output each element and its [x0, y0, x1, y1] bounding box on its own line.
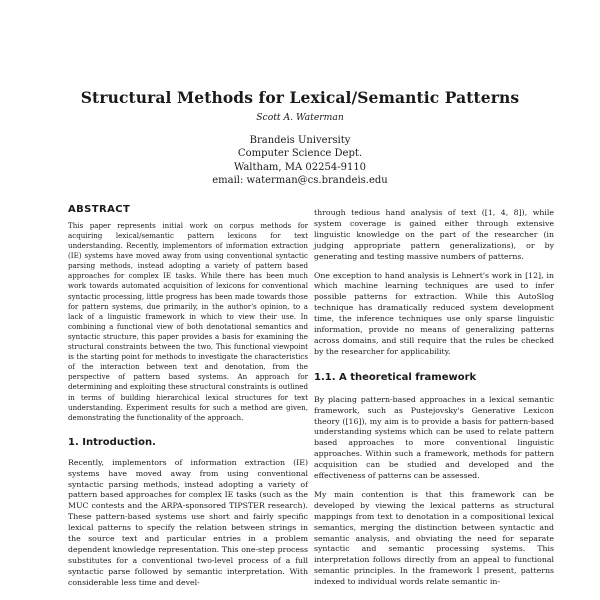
- abstract-body: [68, 221, 308, 423]
- affiliation-email: email: waterman@cs.brandeis.edu: [212, 174, 388, 186]
- left-column: [68, 205, 308, 589]
- abstract-heading: ABSTRACT: [68, 204, 131, 215]
- affiliation-university: Brandeis University: [249, 135, 351, 146]
- intro-text: Recently, implementors of information extraction (IE) systems have moved away from using conventional syntactic parsing methods, instead adopting a variety of pattern based approaches for complex IE tasks (such as the MUC contests and the ARPA-sponsored TIPSTER research). These pattern-based systems use short and fairly specific lexical patterns to specify the relation between strings in the source text and particular entries in a problem dependent knowledge representation. This one-step process substitutes for a conventional two-level process of a full syntactic parse followed by semantic interpretation. With considerable less time and devel-: [68, 457, 308, 587]
- right-paragraph-1: through tedious hand analysis of text ([1, 4, 8]), while system coverage is gained either through extensive linguistic knowledge on the part of the researcher (in judging appropriate pattern generalizations), or by generating and testing massive numbers of patterns.: [314, 208, 554, 261]
- affiliation-department: Computer Science Dept.: [237, 148, 363, 160]
- affiliation-address: Waltham, MA 02254-9110: [233, 161, 367, 173]
- right-paragraph-4: My main contention is that this framework can be developed by viewing the lexical patterns as structural mappings from text to denotation in a compositional lexical semantics, merging the distinction between syntactic and semantic analysis, and obviating the need for separate syntactic and semantic processing systems. This interpretation follows directly from an appeal to functional semantic principles. In the framework I present, patterns indexed to individual words relate semantic in-: [314, 489, 554, 587]
- right-column: [314, 208, 554, 588]
- author-name: Scott A. Waterman: [256, 112, 344, 123]
- affiliation-block: [0, 134, 600, 187]
- paper-title: Structural Methods for Lexical/Semantic Patterns: [80, 88, 520, 107]
- right-paragraph-3: By placing pattern-based approaches in a lexical semantic framework, such as Pustejovsky's Generative Lexicon theory ([16]), my aim is to provide a basis for pattern-based understanding systems which can be used to relate pattern based approaches to more conventional linguistic approaches. Within such a framework, methods for pattern acquisition can be studied and developed and the effectiveness of patterns can be assessed.: [314, 394, 554, 481]
- section-heading-theoretical-framework: 1.1. A theoretical framework: [314, 371, 477, 383]
- intro-heading: 1. Introduction.: [68, 436, 156, 448]
- abstract-text: This paper represents initial work on corpus methods for acquiring lexical/semantic pattern lexicons for text understanding. Recently, implementors of information extraction (IE) systems have moved away from using conventional syntactic parsing methods, instead adopting a variety of pattern based approaches for complex IE tasks. While there has been much work towards automated acquisition of lexicons for conventional syntactic processing, little progress has been made towards those for pattern systems, due primarily, in the author's opinion, to a lack of a linguistic framework in which to view their use. In combining a functional view of both denotational semantics and syntactic structure, this paper provides a basis for examining the structural constraints between the two. This functional viewpoint is the starting point for methods to investigate the characteristics of the interaction between text and denotation, from the perspective of pattern based systems. An approach for determining and exploiting these structural constraints is outlined in terms of building hierarchical lexical structures for text understanding. Experiment results for such a method are given, demonstrating the functionality of the approach.: [68, 220, 308, 422]
- right-paragraph-2: One exception to hand analysis is Lehnert's work in [12], in which machine learning techniques are used to infer possible patterns for extraction. While this AutoSlog technique has dramatically reduced system development time, the inference techniques use only sparse linguistic information, provide no means of generalizing patterns across domains, and still require that the rules be checked by the researcher for applicability.: [314, 270, 554, 356]
